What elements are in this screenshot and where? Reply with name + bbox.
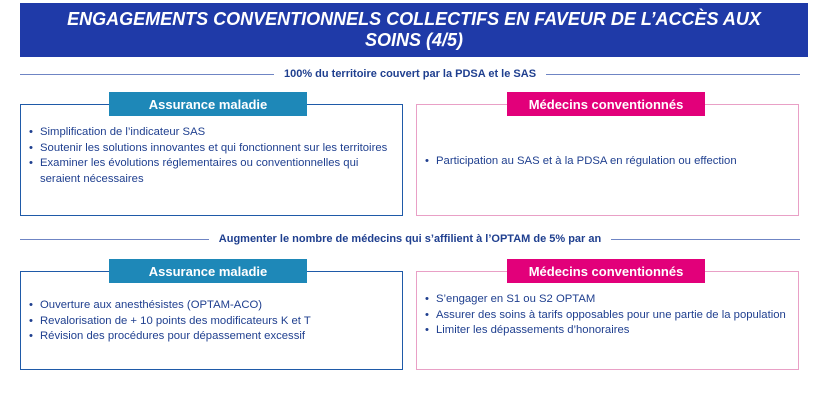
medecins-conventionnes-tag: Médecins conventionnés: [507, 92, 705, 116]
divider-line: [20, 239, 209, 240]
list-item: • Examiner les évolutions réglementaires ou conventionnelles qui seraient nécessaires: [29, 156, 394, 187]
section-divider-optam: [20, 231, 800, 247]
list-item: • Limiter les dépassements d’honoraires: [425, 323, 790, 339]
page-title-banner: [20, 3, 808, 57]
assurance-maladie-tag: Assurance maladie: [109, 92, 307, 116]
divider-line: [20, 74, 274, 75]
section-heading: 100% du territoire couvert par la PDSA et le SAS: [283, 68, 537, 80]
assurance-maladie-list: [29, 298, 394, 345]
list-item: • Participation au SAS et à la PDSA en régulation ou effection: [425, 154, 790, 170]
list-item: • Assurer des soins à tarifs opposables pour une partie de la population: [425, 308, 790, 324]
list-item: • Révision des procédures pour dépassement excessif: [29, 329, 394, 345]
assurance-maladie-box: [20, 271, 403, 370]
assurance-maladie-tag: Assurance maladie: [109, 259, 307, 283]
divider-line: [611, 239, 800, 240]
list-item: • Revalorisation de + 10 points des modificateurs K et T: [29, 314, 394, 330]
medecins-conventionnes-box: [416, 104, 799, 216]
list-item: • Simplification de l’indicateur SAS: [29, 125, 394, 141]
list-item: • Soutenir les solutions innovantes et qui fonctionnent sur les territoires: [29, 141, 394, 157]
list-item: • Ouverture aux anesthésistes (OPTAM-ACO): [29, 298, 394, 314]
medecins-conventionnes-list: [425, 292, 790, 339]
page-title: ENGAGEMENTS CONVENTIONNELS COLLECTIFS EN FAVEUR DE L’ACCÈS AUX SOINS (4/5): [67, 9, 761, 50]
section-divider-pdsa-sas: [20, 66, 800, 82]
assurance-maladie-list: [29, 125, 394, 187]
assurance-maladie-box: [20, 104, 403, 216]
divider-line: [546, 74, 800, 75]
medecins-conventionnes-list: [425, 154, 790, 170]
section-heading: Augmenter le nombre de médecins qui s’affilient à l’OPTAM de 5% par an: [218, 233, 602, 245]
medecins-conventionnes-tag: Médecins conventionnés: [507, 259, 705, 283]
list-item: • S’engager en S1 ou S2 OPTAM: [425, 292, 790, 308]
medecins-conventionnes-box: [416, 271, 799, 370]
